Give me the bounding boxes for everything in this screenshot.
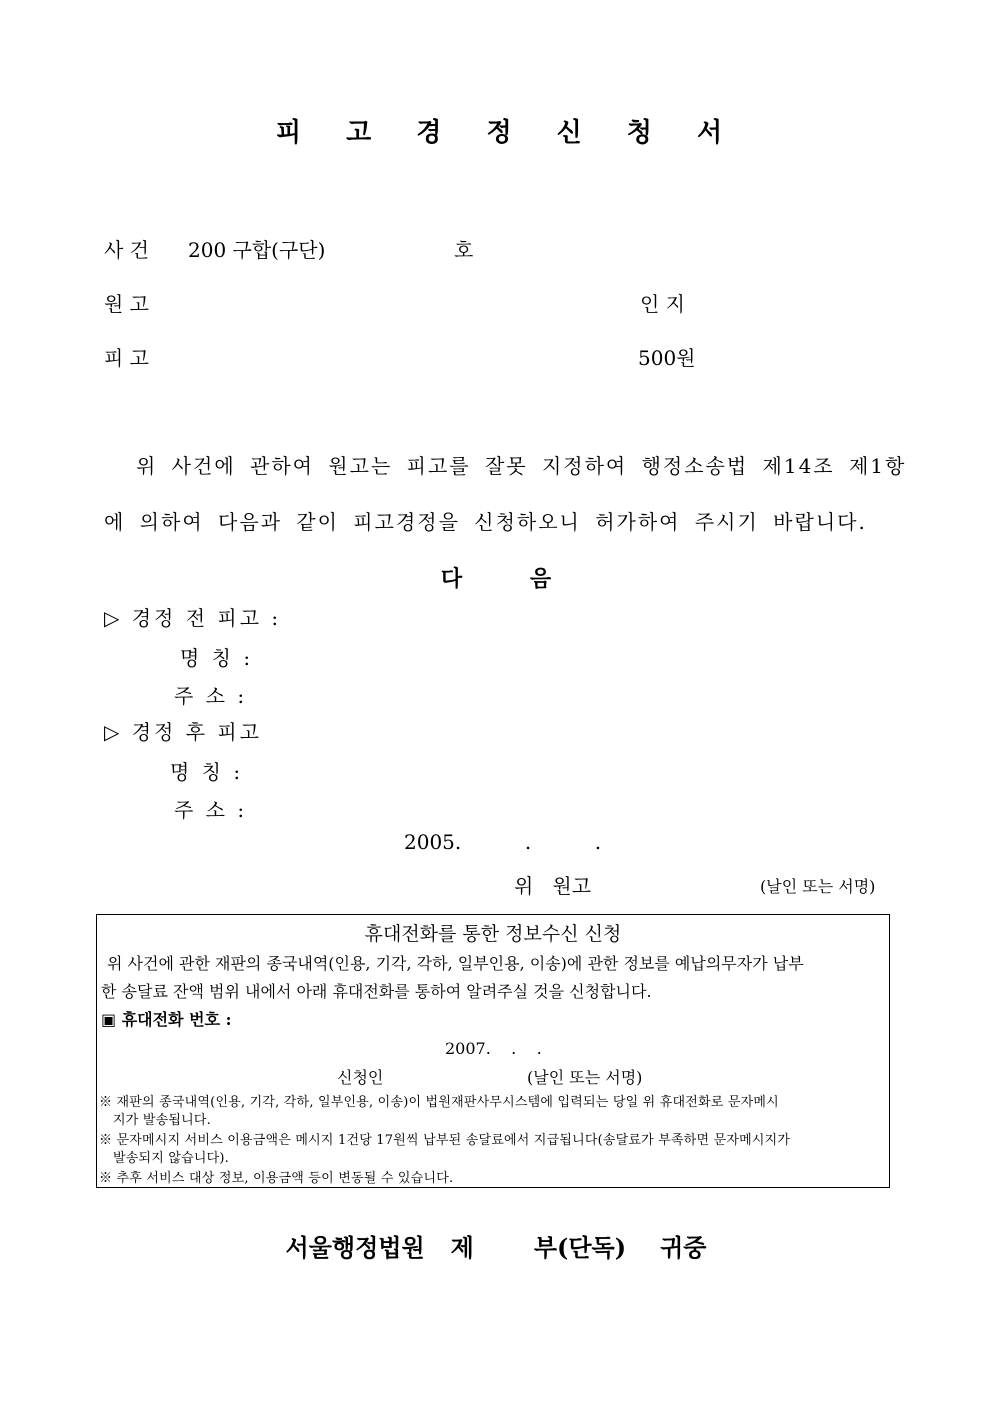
case-number: 200 구합(구단) bbox=[188, 238, 326, 262]
court-addressee bbox=[0, 1228, 992, 1263]
court-addressee-honorific: 귀중 bbox=[660, 1233, 707, 1262]
court-division-prefix: 제 bbox=[450, 1233, 474, 1262]
applicant-label: 신청인 bbox=[337, 1068, 384, 1087]
following-heading: 다 음 bbox=[440, 566, 552, 592]
before-name-label: 명 칭 : bbox=[180, 646, 254, 670]
notice-note-3: ※ 추후 서비스 대상 정보, 이용금액 등이 변동될 수 있습니다. bbox=[99, 1171, 454, 1186]
filing-date: 2005. . . bbox=[404, 830, 602, 854]
notice-note-1-cont: 지가 발송됩니다. bbox=[113, 1113, 211, 1128]
stamp-label: 인 지 bbox=[640, 292, 685, 316]
mobile-notice-line-1: 위 사건에 관한 재판의 종국내역(인용, 기각, 각하, 일부인용, 이송)에 관한 정보를 예납의무자가 납부 bbox=[107, 954, 804, 973]
signer-label: 위 원고 bbox=[514, 874, 592, 898]
plaintiff-label: 원 고 bbox=[104, 292, 149, 316]
before-heading: ▷ 경정 전 피고 : bbox=[104, 606, 282, 630]
case-label: 사 건 bbox=[104, 238, 149, 262]
after-heading: ▷ 경정 후 피고 bbox=[104, 720, 263, 744]
stamp-amount: 500원 bbox=[638, 346, 696, 370]
notice-note-2: ※ 문자메시지 서비스 이용금액은 메시지 1건당 17원씩 납부된 송달료에서 지급됩니다(송달료가 부족하면 문자메시지가 bbox=[99, 1133, 791, 1148]
after-name-label: 명 칭 : bbox=[170, 760, 244, 784]
page-title: 피 고 경 정 신 청 서 bbox=[275, 118, 741, 148]
court-name: 서울행정법원 bbox=[285, 1233, 425, 1262]
applicant-note: (날인 또는 서명) bbox=[527, 1068, 643, 1087]
statement-line-1: 위 사건에 관하여 원고는 피고를 잘못 지정하여 행정소송법 제14조 제1항 bbox=[136, 454, 907, 478]
defendant-label: 피 고 bbox=[104, 346, 149, 370]
phone-number-label: ▣ 휴대전화 번호 : bbox=[101, 1010, 232, 1029]
notice-note-2-cont: 발송되지 않습니다). bbox=[113, 1151, 230, 1166]
statement-line-2: 에 의하여 다음과 같이 피고경정을 신청하오니 허가하여 주시기 바랍니다. bbox=[104, 510, 867, 534]
mobile-notice-line-2: 한 송달료 잔액 범위 내에서 아래 휴대전화를 통하여 알려주실 것을 신청합니다. bbox=[101, 982, 652, 1001]
mobile-notice-date: 2007. . . bbox=[445, 1039, 542, 1058]
court-division-suffix: 부(단독) bbox=[533, 1233, 627, 1262]
mobile-notice-box bbox=[96, 914, 890, 1188]
mobile-notice-title: 휴대전화를 통한 정보수신 신청 bbox=[364, 923, 622, 945]
notice-note-1: ※ 재판의 종국내역(인용, 기각, 각하, 일부인용, 이송)이 법원재판사무시스템에 입력되는 당일 위 휴대전화로 문자메시 bbox=[99, 1095, 779, 1110]
signer-note: (날인 또는 서명) bbox=[760, 877, 876, 896]
after-address-label: 주 소 : bbox=[174, 798, 248, 822]
before-address-label: 주 소 : bbox=[174, 684, 248, 708]
case-suffix: 호 bbox=[454, 238, 474, 262]
